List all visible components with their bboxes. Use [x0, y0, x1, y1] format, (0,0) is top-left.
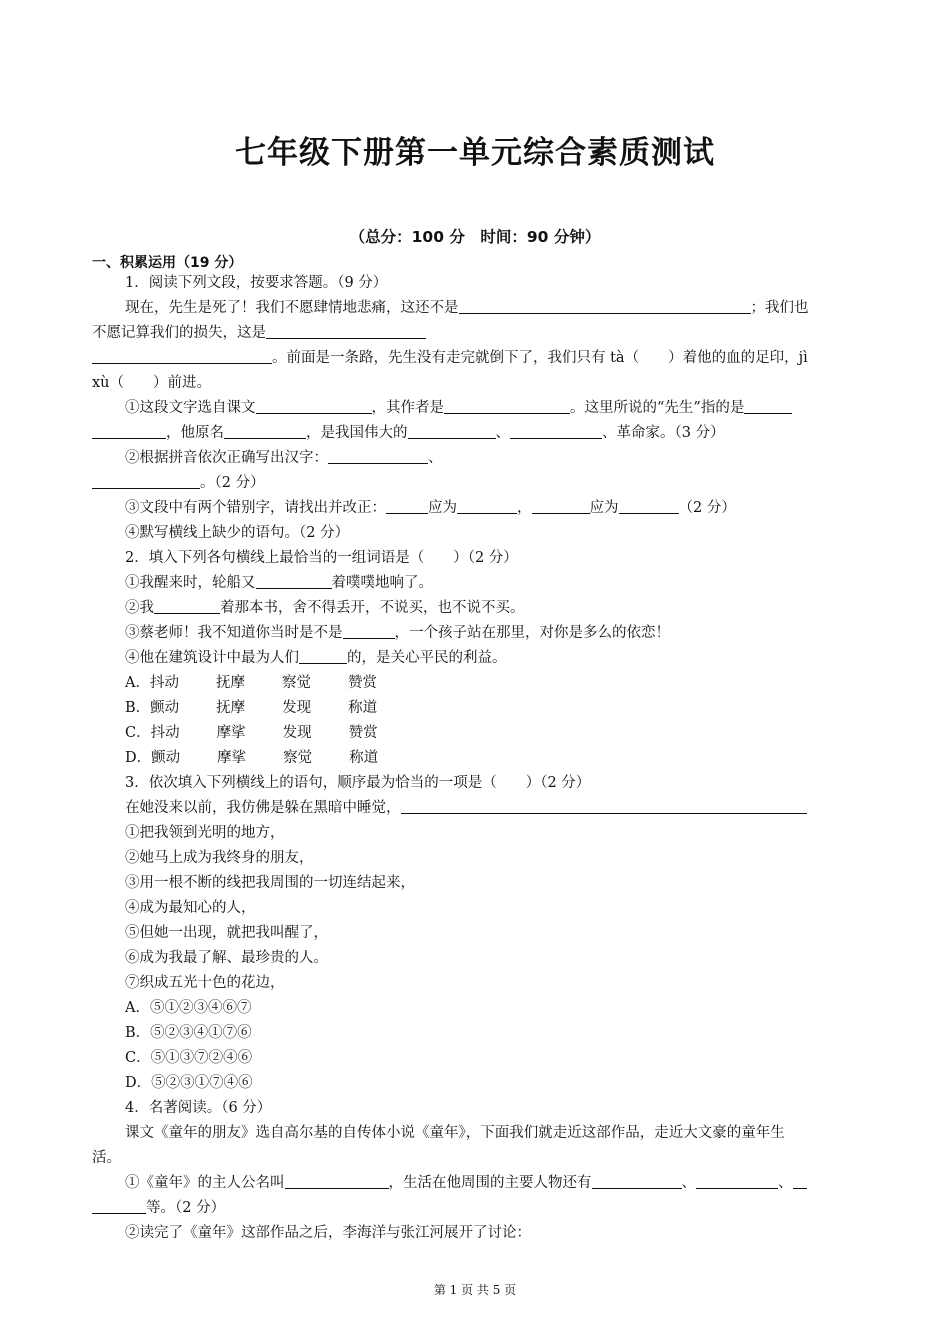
q3-item: ⑥成为我最了解、最珍贵的人。: [125, 950, 328, 966]
q3-option[interactable]: B．⑤②③④①⑦⑥: [125, 1025, 252, 1041]
q2-option[interactable]: B．颤动 抚摩 发现 称道: [125, 700, 378, 716]
q4-sub1-cont: 等。（2 分）: [92, 1198, 225, 1218]
answer-blank[interactable]: [386, 498, 428, 514]
q1-sub1-cont: ，他原名 ，是我国伟大的 、 、革命家。（3 分）: [92, 423, 725, 443]
q3-lead: 在她没来以前，我仿佛是躲在黑暗中睡觉，: [125, 798, 807, 818]
answer-blank[interactable]: [619, 498, 679, 514]
q3-item: ②她马上成为我终身的朋友，: [125, 850, 314, 866]
answer-blank[interactable]: [459, 298, 751, 314]
section-heading: 一、积累运用（19 分）: [92, 255, 243, 271]
q3-option[interactable]: A．⑤①②③④⑥⑦: [125, 1000, 252, 1016]
answer-blank[interactable]: [256, 573, 332, 589]
q2-stem: 2．填入下列各句横线上最恰当的一组词语是（ ）（2 分）: [125, 550, 518, 566]
page-footer: 第 1 页 共 5 页: [433, 1283, 517, 1297]
q1-sub2-cont: 。（2 分）: [92, 473, 265, 493]
q3-item: ⑤但她一出现，就把我叫醒了，: [125, 925, 328, 941]
q3-item: ⑦织成五光十色的花边，: [125, 975, 285, 991]
q4-stem: 4．名著阅读。（6 分）: [125, 1100, 272, 1116]
answer-blank[interactable]: [444, 398, 570, 414]
q1-sub3: ③文段中有两个错别字，请找出并改正： 应为 ， 应为 （2 分）: [125, 500, 736, 516]
q4-sub2: ②读完了《童年》这部作品之后，李海洋与张江河展开了讨论：: [125, 1225, 531, 1241]
q2-option[interactable]: A．抖动 抚摩 察觉 赞赏: [125, 675, 377, 691]
q1-passage-line: 现在，先生是死了！我们不愿肆情地悲痛，这还不是 ；我们也: [125, 300, 809, 316]
answer-blank[interactable]: [592, 1173, 682, 1189]
answer-blank[interactable]: [299, 648, 347, 664]
q2-option[interactable]: D．颤动 摩挲 察觉 称道: [125, 750, 379, 766]
q2-sentence: ②我 着那本书，舍不得丢开，不说买，也不说不买。: [125, 600, 525, 616]
answer-blank[interactable]: [401, 798, 807, 814]
q2-sentence: ①我醒来时，轮船又 着噗噗地响了。: [125, 575, 433, 591]
q2-option[interactable]: C．抖动 摩挲 发现 赞赏: [125, 725, 378, 741]
q2-sentence: ④他在建筑设计中最为人们 的，是关心平民的利益。: [125, 650, 507, 666]
answer-blank[interactable]: [532, 498, 590, 514]
q4-intro: 课文《童年的朋友》选自高尔基的自传体小说《童年》，下面我们就走近这部作品，走近大文豪的童年生: [125, 1125, 785, 1141]
q3-option[interactable]: D．⑤②③①⑦④⑥: [125, 1075, 253, 1091]
answer-blank[interactable]: [224, 423, 306, 439]
page-title: 七年级下册第一单元综合素质测试: [235, 135, 715, 171]
q3-item: ①把我领到光明的地方，: [125, 825, 285, 841]
answer-blank[interactable]: [92, 473, 200, 489]
answer-blank[interactable]: [92, 423, 166, 439]
q1-passage-line: xù（ ）前进。: [92, 375, 212, 391]
answer-blank[interactable]: [510, 423, 602, 439]
score-time-subtitle: （总分：100 分 时间：90 分钟）: [349, 228, 601, 246]
answer-blank[interactable]: [457, 498, 517, 514]
answer-blank[interactable]: [92, 348, 272, 364]
q3-stem: 3．依次填入下列横线上的语句，顺序最为恰当的一项是（ ）（2 分）: [125, 775, 591, 791]
q3-item: ④成为最知心的人，: [125, 900, 256, 916]
q4-sub1: ①《童年》的主人公名叫 ，生活在他周围的主要人物还有 、 、: [125, 1173, 807, 1193]
answer-blank[interactable]: [793, 1173, 807, 1189]
q1-stem: 1．阅读下列文段，按要求答题。（9 分）: [125, 275, 388, 291]
answer-blank[interactable]: [343, 623, 395, 639]
answer-blank[interactable]: [266, 323, 426, 339]
q4-intro-cont: 活。: [92, 1150, 121, 1166]
answer-blank[interactable]: [285, 1173, 389, 1189]
q1-sub1: ①这段文字选自课文 ，其作者是 。这里所说的“先生”指的是: [125, 398, 792, 418]
answer-blank[interactable]: [92, 1198, 146, 1214]
q1-sub2: ②根据拼音依次正确写出汉字： 、: [125, 450, 443, 466]
answer-blank[interactable]: [744, 398, 792, 414]
q1-passage-line: 不愿记算我们的损失，这是: [92, 323, 426, 343]
answer-blank[interactable]: [154, 598, 220, 614]
answer-blank[interactable]: [256, 398, 372, 414]
q3-option[interactable]: C．⑤①③⑦②④⑥: [125, 1050, 253, 1066]
q1-sub4: ④默写横线上缺少的语句。（2 分）: [125, 525, 350, 541]
q3-item: ③用一根不断的线把我周围的一切连结起来，: [125, 875, 415, 891]
answer-blank[interactable]: [328, 448, 428, 464]
answer-blank[interactable]: [696, 1173, 778, 1189]
answer-blank[interactable]: [408, 423, 496, 439]
q2-sentence: ③蔡老师！我不知道你当时是不是 ，一个孩子站在那里，对你是多么的依恋！: [125, 625, 670, 641]
q1-passage-line: 。前面是一条路，先生没有走完就倒下了，我们只有 tà（ ）着他的血的足印，jì: [92, 348, 808, 368]
